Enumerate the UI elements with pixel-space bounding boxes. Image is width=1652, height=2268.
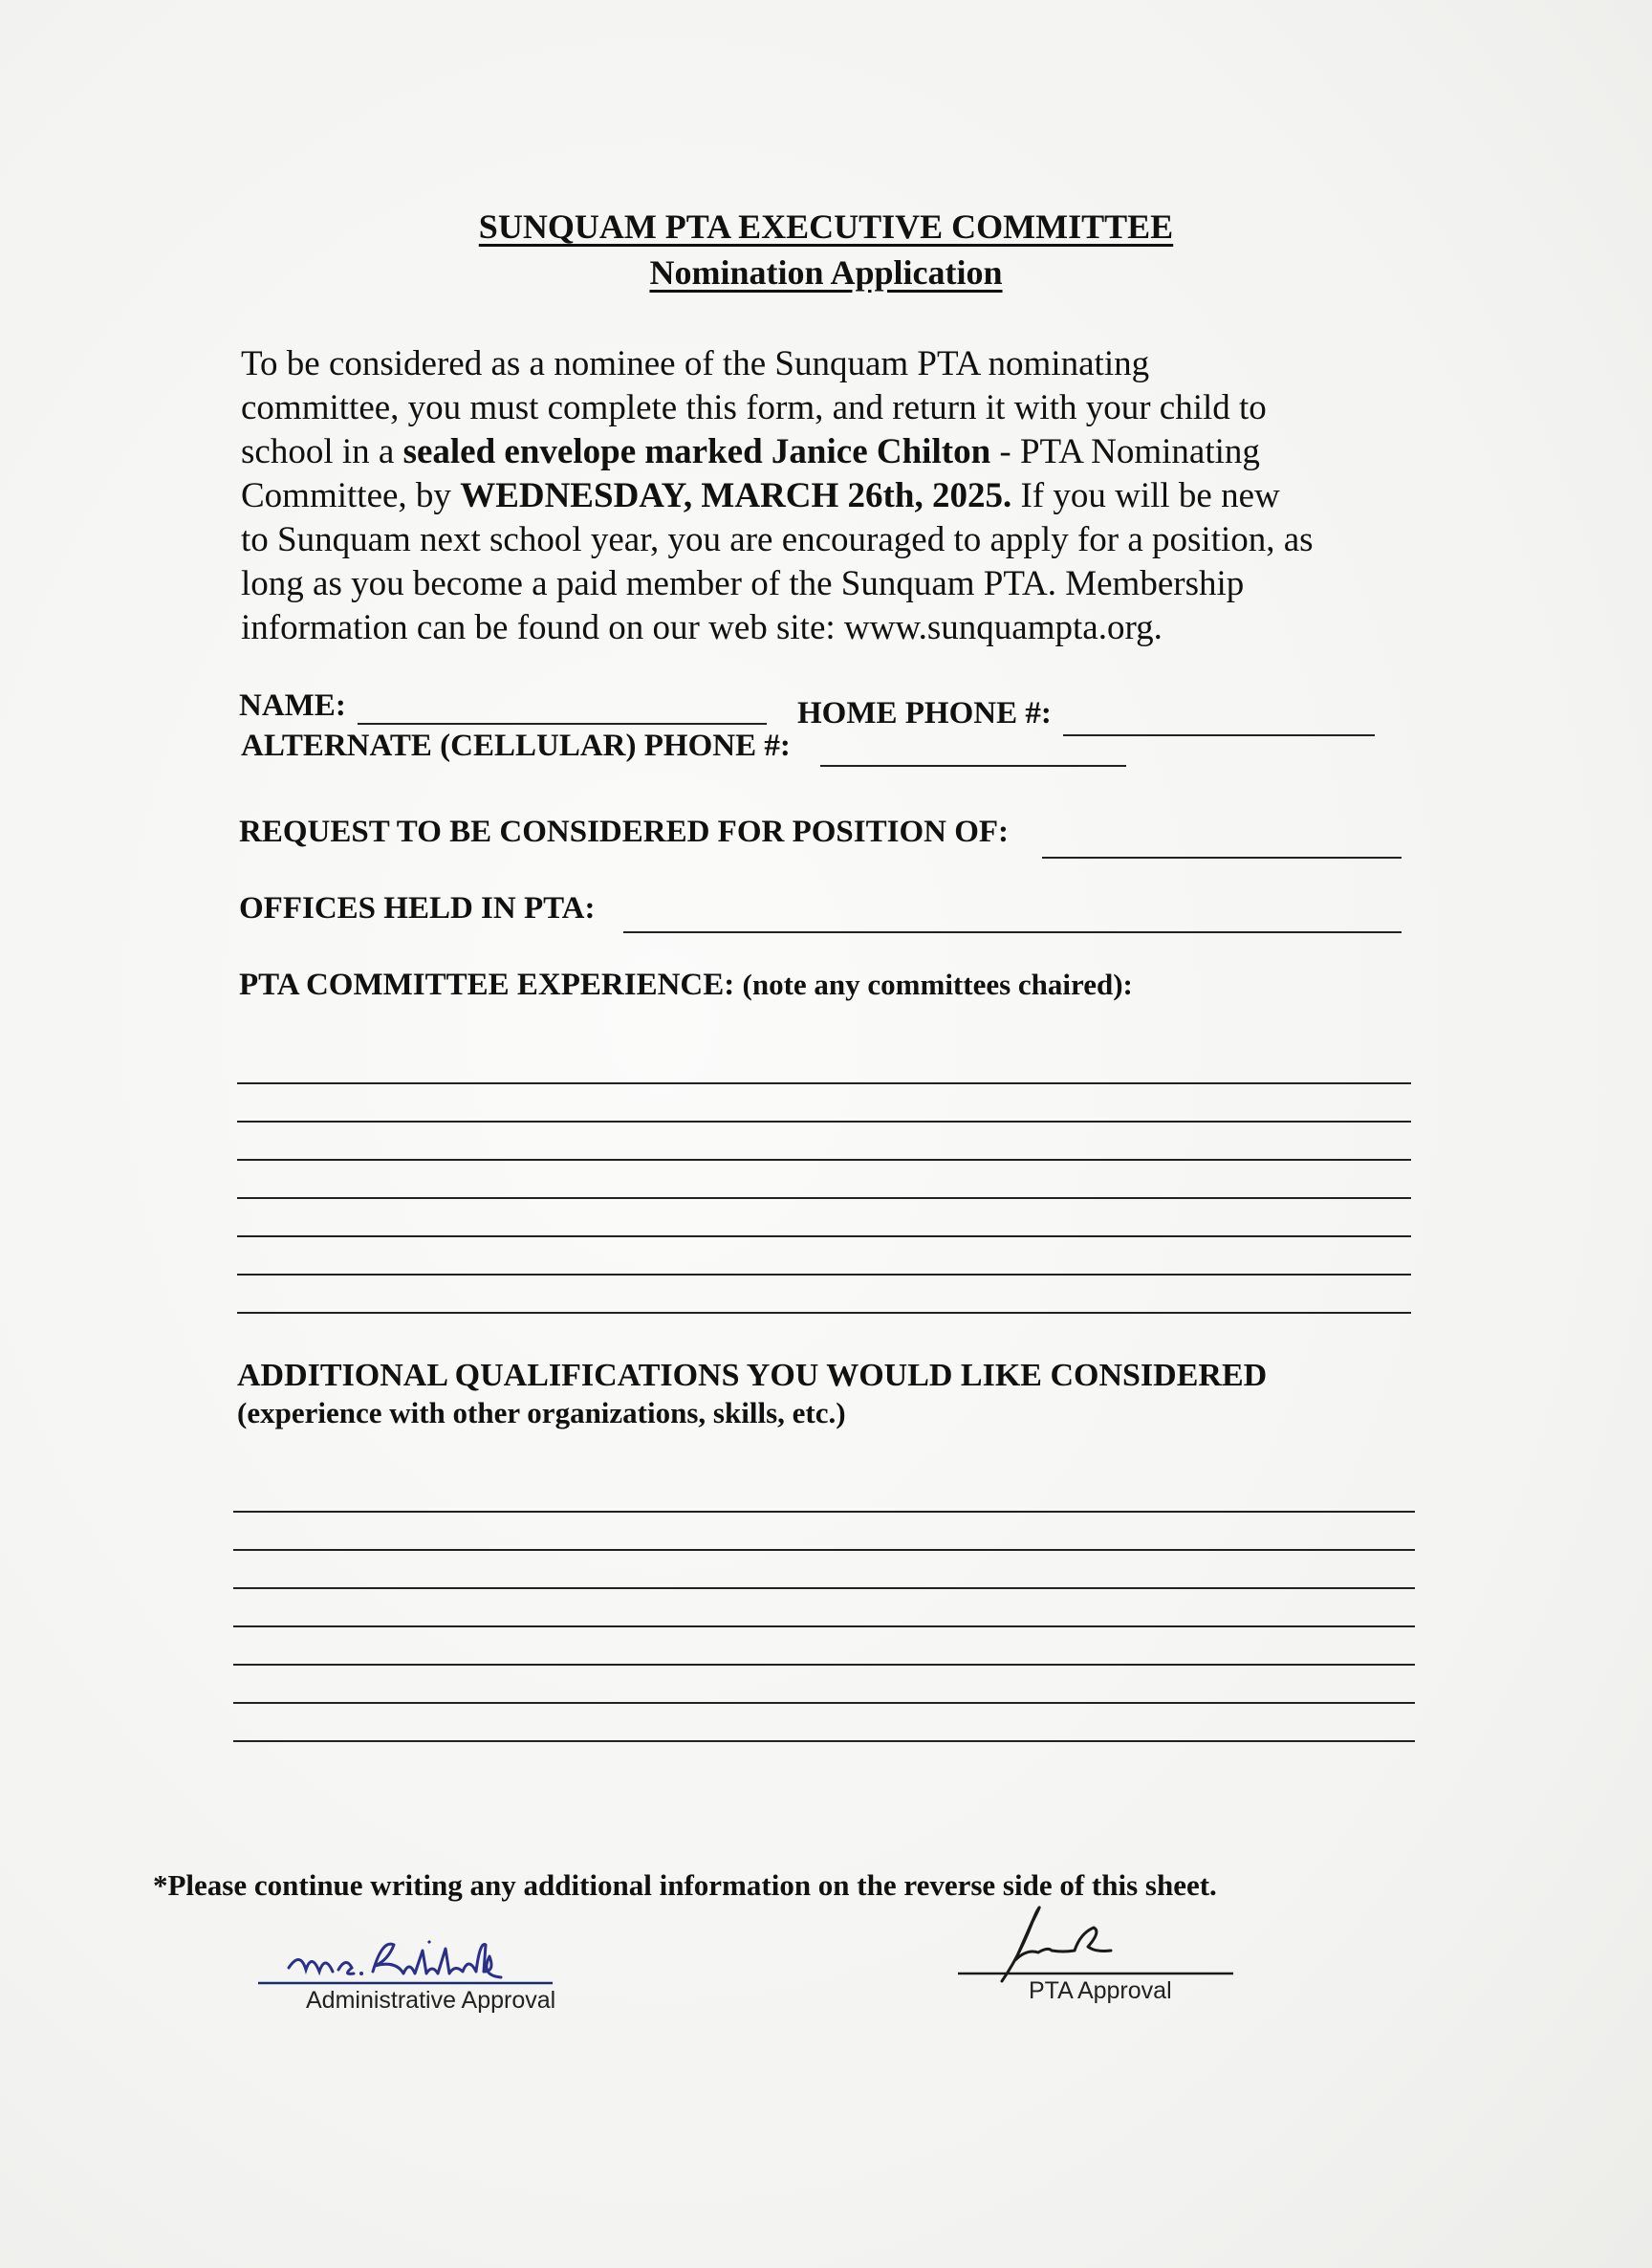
- form-title: SUNQUAM PTA EXECUTIVE COMMITTEE: [478, 207, 1174, 246]
- instructions-line: committee, you must complete this form, and return it with your child to: [241, 388, 1267, 427]
- pta-approval-label: PTA Approval: [1029, 1977, 1172, 2004]
- qualifications-line[interactable]: [233, 1625, 1415, 1627]
- instructions-line: To be considered as a nominee of the Sunquam PTA nominating: [241, 344, 1150, 383]
- committee-line[interactable]: [237, 1312, 1411, 1314]
- committee-line[interactable]: [237, 1082, 1411, 1084]
- committee-line[interactable]: [237, 1274, 1411, 1276]
- position-label: REQUEST TO BE CONSIDERED FOR POSITION OF:: [239, 815, 1010, 849]
- committee-line[interactable]: [237, 1235, 1411, 1237]
- deadline: WEDNESDAY, MARCH 26th, 2025.: [460, 476, 1012, 515]
- instructions-line: information can be found on our web site: www.sunquampta.org.: [241, 608, 1163, 647]
- alt-phone-field[interactable]: [820, 765, 1126, 767]
- envelope-instruction: sealed envelope marked Janice Chilton: [402, 432, 991, 471]
- additional-qualifications-label: ADDITIONAL QUALIFICATIONS YOU WOULD LIKE CONSIDERED: [237, 1358, 1268, 1393]
- qualifications-line[interactable]: [233, 1511, 1415, 1513]
- name-label: NAME:: [239, 688, 346, 723]
- form-subtitle: Nomination Application: [649, 253, 1003, 292]
- offices-label: OFFICES HELD IN PTA:: [239, 891, 596, 926]
- name-field[interactable]: [358, 723, 767, 725]
- qualifications-line[interactable]: [233, 1664, 1415, 1666]
- pta-approval: [952, 1893, 1239, 2017]
- home-phone-field[interactable]: [1063, 734, 1375, 736]
- home-phone-label: HOME PHONE #:: [797, 696, 1052, 731]
- committee-line[interactable]: [237, 1197, 1411, 1199]
- reverse-side-note: *Please continue writing any additional information on the reverse side of this sheet.: [153, 1868, 1217, 1902]
- qualifications-line[interactable]: [233, 1740, 1415, 1742]
- instructions-line: school in a sealed envelope marked Janice Chilton - PTA Nominating: [241, 432, 1260, 471]
- additional-qualifications-note: (experience with other organizations, skills, etc.): [237, 1396, 846, 1429]
- alt-phone-label: ALTERNATE (CELLULAR) PHONE #:: [241, 729, 791, 763]
- position-field[interactable]: [1042, 857, 1402, 859]
- instructions-paragraph: [241, 342, 1446, 650]
- instructions-line: long as you become a paid member of the Sunquam PTA. Membership: [241, 564, 1245, 603]
- administrative-approval-label: Administrative Approval: [306, 1987, 556, 2014]
- committee-line[interactable]: [237, 1121, 1411, 1123]
- pta-signature: [952, 1893, 1239, 1989]
- instructions-line: to Sunquam next school year, you are encouraged to apply for a position, as: [241, 520, 1314, 559]
- committee-experience-label: PTA COMMITTEE EXPERIENCE: (note any committees chaired):: [239, 968, 1133, 1002]
- committee-line[interactable]: [237, 1159, 1411, 1161]
- committee-note: (note any committees chaired):: [742, 968, 1133, 1001]
- qualifications-line[interactable]: [233, 1702, 1415, 1704]
- qualifications-line[interactable]: [233, 1587, 1415, 1589]
- instructions-line: Committee, by WEDNESDAY, MARCH 26th, 2025. If you will be new: [241, 476, 1280, 515]
- qualifications-line[interactable]: [233, 1549, 1415, 1551]
- administrative-approval: [250, 1922, 576, 2027]
- offices-field[interactable]: [623, 931, 1402, 933]
